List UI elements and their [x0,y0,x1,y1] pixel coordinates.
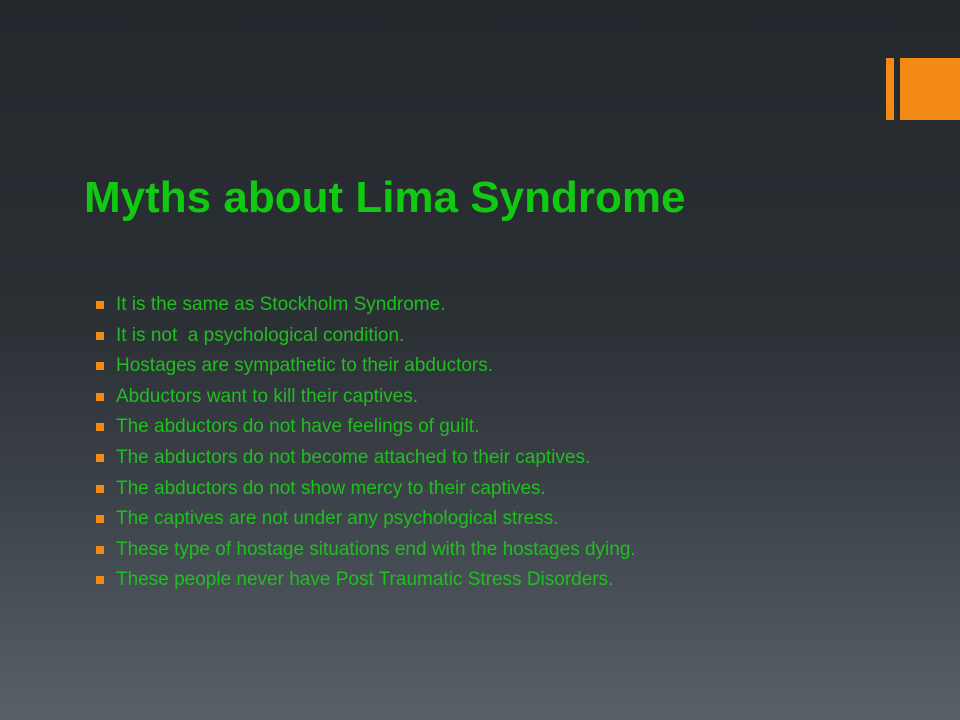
bullet-item [96,321,636,352]
bullet-item [96,565,636,596]
square-bullet-icon [96,576,104,584]
bullet-text: The captives are not under any psychological stress. [116,508,559,530]
bullet-item [96,504,636,535]
square-bullet-icon [96,515,104,523]
accent-bar-thin [886,58,894,120]
bullet-item [96,290,636,321]
bullet-item [96,535,636,566]
square-bullet-icon [96,423,104,431]
bullet-item [96,443,636,474]
bullet-list [96,290,636,596]
bullet-text: The abductors do not become attached to their captives. [116,446,591,468]
bullet-text: It is the same as Stockholm Syndrome. [116,294,446,315]
square-bullet-icon [96,454,104,462]
bullet-text: Hostages are sympathetic to their abductors. [116,355,494,377]
slide-title: Myths about Lima Syndrome [84,173,686,222]
bullet-item [96,351,636,382]
square-bullet-icon [96,393,104,401]
bullet-item [96,412,636,443]
bullet-item [96,382,636,413]
bullet-text: These type of hostage situations end with the hostages dying. [116,538,636,560]
bullet-text: These people never have Post Traumatic Stress Disorders. [116,569,614,591]
square-bullet-icon [96,362,104,370]
bullet-item [96,474,636,505]
square-bullet-icon [96,546,104,554]
bullet-text: The abductors do not show mercy to their captives. [116,477,546,499]
bullet-text: Abductors want to kill their captives. [116,385,419,407]
square-bullet-icon [96,332,104,340]
square-bullet-icon [96,301,104,309]
square-bullet-icon [96,485,104,493]
bullet-text: It is not a psychological condition. [116,324,405,346]
accent-bar-block [900,58,960,120]
bullet-text: The abductors do not have feelings of guilt. [116,416,480,438]
